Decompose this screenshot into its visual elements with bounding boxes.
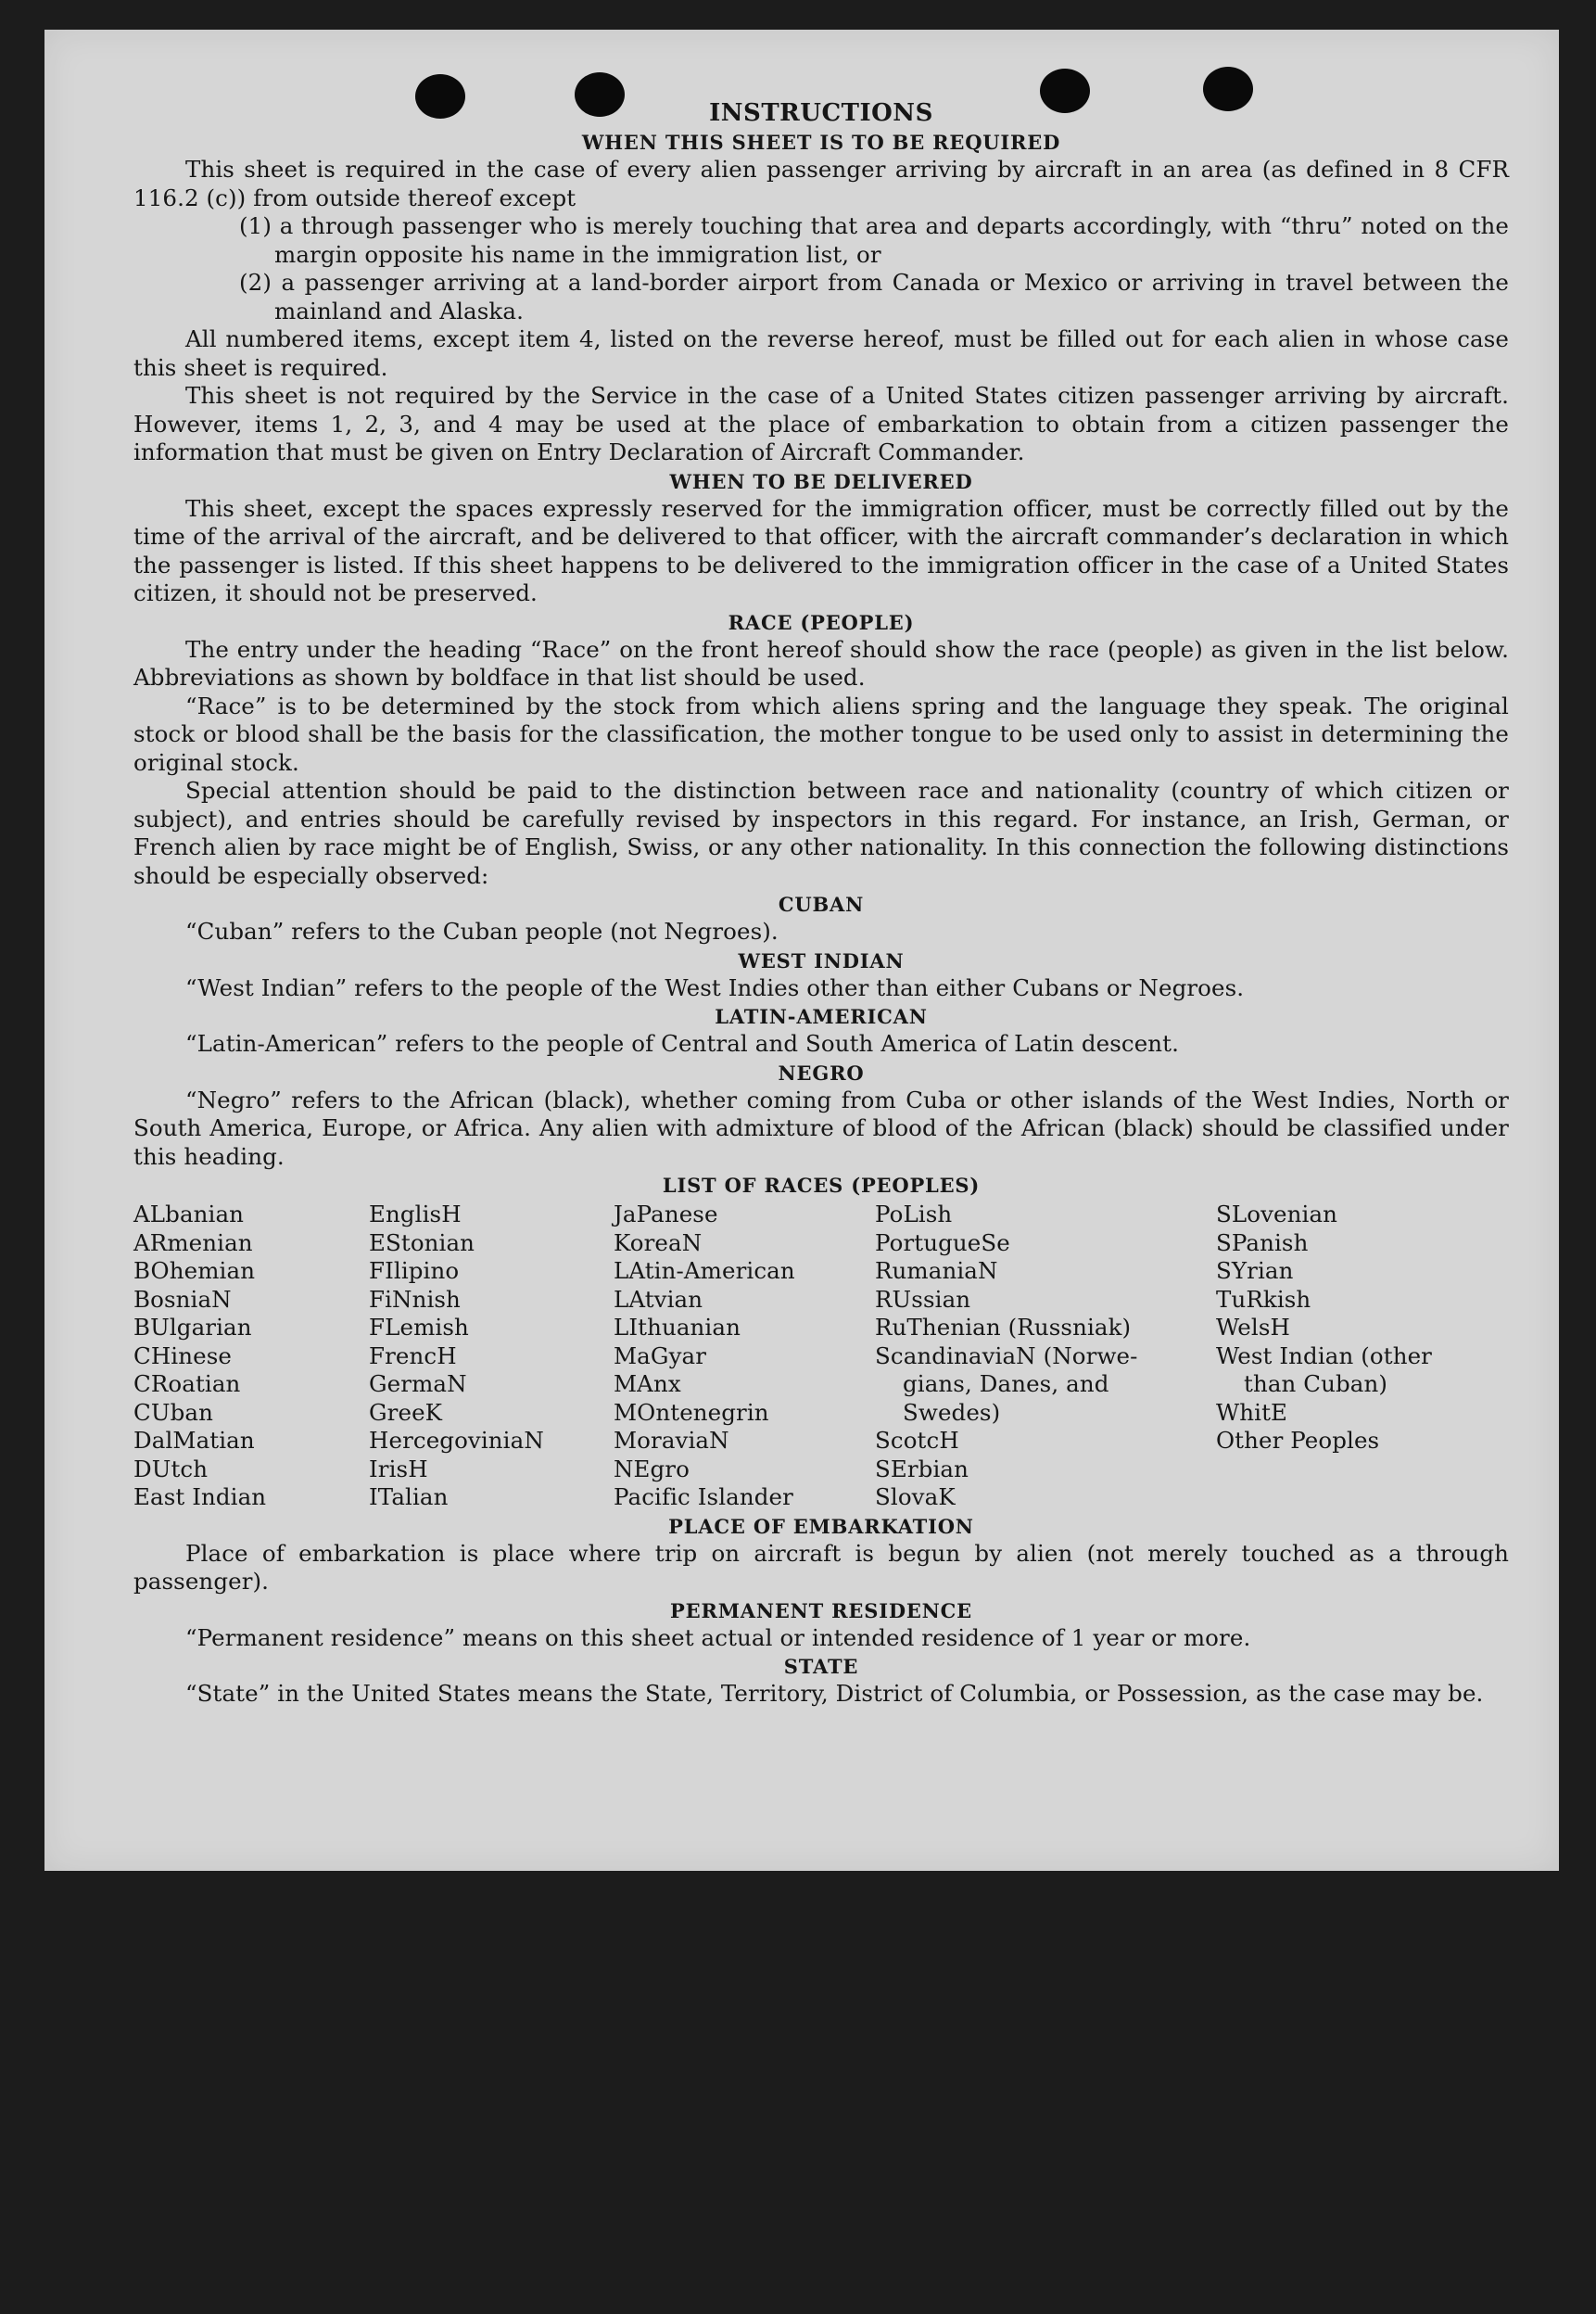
race-entry: MAnx: [614, 1370, 681, 1397]
section-heading-negro: NEGRO: [778, 1061, 865, 1085]
race-entry: CRoatian: [133, 1370, 241, 1397]
race-entry: East Indian: [133, 1483, 267, 1510]
race-entry: ALbanian: [133, 1201, 245, 1227]
race-entry: CHinese: [133, 1341, 232, 1369]
race-entry: Other Peoples: [1216, 1427, 1380, 1454]
race-entry: IrisH: [369, 1455, 428, 1482]
race-entry: HercegoviniaN: [369, 1427, 544, 1454]
section-heading-embarkation: PLACE OF EMBARKATION: [668, 1514, 974, 1538]
race-entry: MOntenegrin: [614, 1398, 769, 1426]
race-entry: SlovaK: [875, 1483, 956, 1510]
document-sheet: [44, 30, 1559, 1871]
paragraph: The entry under the heading “Race” on the front hereof should show the race (people) as given in the list below. Abbreviations as shown by boldface in that list should be used.: [133, 635, 1509, 691]
race-entry: MoraviaN: [614, 1427, 729, 1454]
race-entry: LAtin-American: [614, 1257, 795, 1284]
section-heading-cuban: CUBAN: [778, 893, 865, 916]
race-entry: EStonian: [369, 1228, 475, 1256]
race-entry: PortugueSe: [875, 1228, 1010, 1256]
race-entry: FiNnish: [369, 1285, 461, 1313]
section-heading-when-delivered: WHEN TO BE DELIVERED: [669, 469, 973, 493]
section-heading-residence: PERMANENT RESIDENCE: [670, 1598, 972, 1622]
race-entry: ScandinaviaN (Norwe-: [875, 1341, 1138, 1369]
race-entry: BUlgarian: [133, 1314, 252, 1341]
paragraph: Special attention should be paid to the distinction between race and nationality (country of which citizen or subject), and entries should be carefully revised by inspectors in this regard. For instance, an Irish, German, or French alien by race might be of English, Swiss, or any other nationality. In this connection the following distinctions should be especially observed:: [133, 777, 1509, 889]
race-entry: West Indian (other: [1216, 1341, 1432, 1369]
section-heading-west-indian: WEST INDIAN: [738, 948, 905, 973]
race-entry: CUban: [133, 1398, 213, 1426]
races-column: [1216, 1201, 1509, 1512]
race-entry: WelsH: [1216, 1314, 1290, 1341]
race-entry: DUtch: [133, 1455, 209, 1482]
race-entry: TuRkish: [1216, 1285, 1311, 1313]
race-entry: GreeK: [369, 1398, 443, 1426]
race-entry: BosniaN: [133, 1285, 232, 1313]
races-column: [614, 1201, 875, 1512]
race-entry: DalMatian: [133, 1427, 255, 1454]
race-entry: JaPanese: [614, 1201, 718, 1227]
race-entry: FIlipino: [369, 1257, 460, 1284]
paragraph: This sheet is not required by the Service in the case of a United States citizen passenger arriving by aircraft. However, items 1, 2, 3, and 4 may be used at the place of embarkation to obtain from a citizen passenger the information that must be given on Entry Declaration of Aircraft Commander.: [133, 382, 1509, 465]
paragraph: “Cuban” refers to the Cuban people (not Negroes).: [185, 918, 779, 945]
list-item: (1) a through passenger who is merely touching that area and departs accordingly, with “thru” noted on the margin opposite his name in the immigration list, or: [239, 212, 1509, 268]
section-heading-latin-american: LATIN-AMERICAN: [715, 1005, 928, 1028]
section-heading-races-list: LIST OF RACES (PEOPLES): [662, 1174, 981, 1197]
section-heading-race: RACE (PEOPLE): [728, 610, 915, 634]
races-column: [369, 1201, 614, 1512]
section-heading-when-required: WHEN THIS SHEET IS TO BE REQUIRED: [581, 131, 1061, 154]
paragraph: All numbered items, except item 4, listed on the reverse hereof, must be filled out for each alien in whose case this sheet is required.: [133, 325, 1509, 381]
race-entry: MaGyar: [614, 1341, 707, 1369]
race-entry: SPanish: [1216, 1228, 1309, 1256]
race-entry: NEgro: [614, 1455, 690, 1482]
paragraph: Place of embarkation is place where trip on aircraft is begun by alien (not merely touched as a through passenger).: [133, 1539, 1509, 1595]
race-entry: FrencH: [369, 1341, 457, 1369]
race-entry: BOhemian: [133, 1257, 256, 1284]
paragraph: This sheet is required in the case of every alien passenger arriving by aircraft in an area (as defined in 8 CFR 116.2 (c)) from outside thereof except: [133, 156, 1509, 211]
paragraph: “Latin-American” refers to the people of Central and South America of Latin descent.: [185, 1030, 1180, 1057]
race-entry: SYrian: [1216, 1257, 1294, 1284]
paragraph: “Negro” refers to the African (black), whether coming from Cuba or other islands of the West Indies, North or South America, Europe, or Africa. Any alien with admixture of blood of the African (black) should be classified under this heading.: [133, 1086, 1509, 1170]
race-entry: LAtvian: [614, 1285, 703, 1313]
list-item: (2) a passenger arriving at a land-border airport from Canada or Mexico or arriving in travel between the mainland and Alaska.: [239, 269, 1509, 324]
races-column: [875, 1201, 1216, 1512]
race-entry-continuation: gians, Danes, and: [903, 1370, 1109, 1397]
race-entry: ScotcH: [875, 1427, 959, 1454]
race-entry: GermaN: [369, 1370, 467, 1397]
paragraph: “State” in the United States means the State, Territory, District of Columbia, or Possession, as the case may be.: [185, 1680, 1484, 1707]
race-entry: Pacific Islander: [614, 1483, 793, 1510]
paragraph: “Permanent residence” means on this sheet actual or intended residence of 1 year or more.: [185, 1623, 1251, 1651]
race-entry: SErbian: [875, 1455, 969, 1482]
race-entry: PoLish: [875, 1201, 953, 1227]
race-entry: SLovenian: [1216, 1201, 1338, 1227]
race-entry: WhitE: [1216, 1398, 1288, 1426]
race-entry: FLemish: [369, 1314, 469, 1341]
instructions-content: [133, 98, 1509, 1709]
races-table: [133, 1201, 1509, 1512]
paragraph: This sheet, except the spaces expressly reserved for the immigration officer, must be correctly filled out by the time of the arrival of the aircraft, and be delivered to that officer, with the aircraft commander’s declaration in which the passenger is listed. If this sheet happens to be delivered to the immigration officer in the case of a United States citizen, it should not be preserved.: [133, 494, 1509, 606]
race-entry: ARmenian: [133, 1228, 253, 1256]
paragraph: “West Indian” refers to the people of the West Indies other than either Cubans or Negroes.: [185, 973, 1245, 1001]
race-entry-continuation: than Cuban): [1244, 1370, 1388, 1397]
race-entry: ITalian: [369, 1483, 449, 1510]
race-entry-continuation: Swedes): [903, 1398, 1001, 1426]
races-column: [133, 1201, 369, 1512]
race-entry: RUssian: [875, 1285, 971, 1313]
page-title: INSTRUCTIONS: [709, 99, 933, 127]
race-entry: KoreaN: [614, 1228, 703, 1256]
race-entry: RumaniaN: [875, 1257, 998, 1284]
race-entry: EnglisH: [369, 1201, 462, 1227]
race-entry: LIthuanian: [614, 1314, 741, 1341]
paragraph: “Race” is to be determined by the stock from which aliens spring and the language they speak. The original stock or blood shall be the basis for the classification, the mother tongue to be used only to assist in determining the original stock.: [133, 692, 1509, 776]
race-entry: RuThenian (Russniak): [875, 1314, 1132, 1341]
section-heading-state: STATE: [783, 1655, 859, 1678]
